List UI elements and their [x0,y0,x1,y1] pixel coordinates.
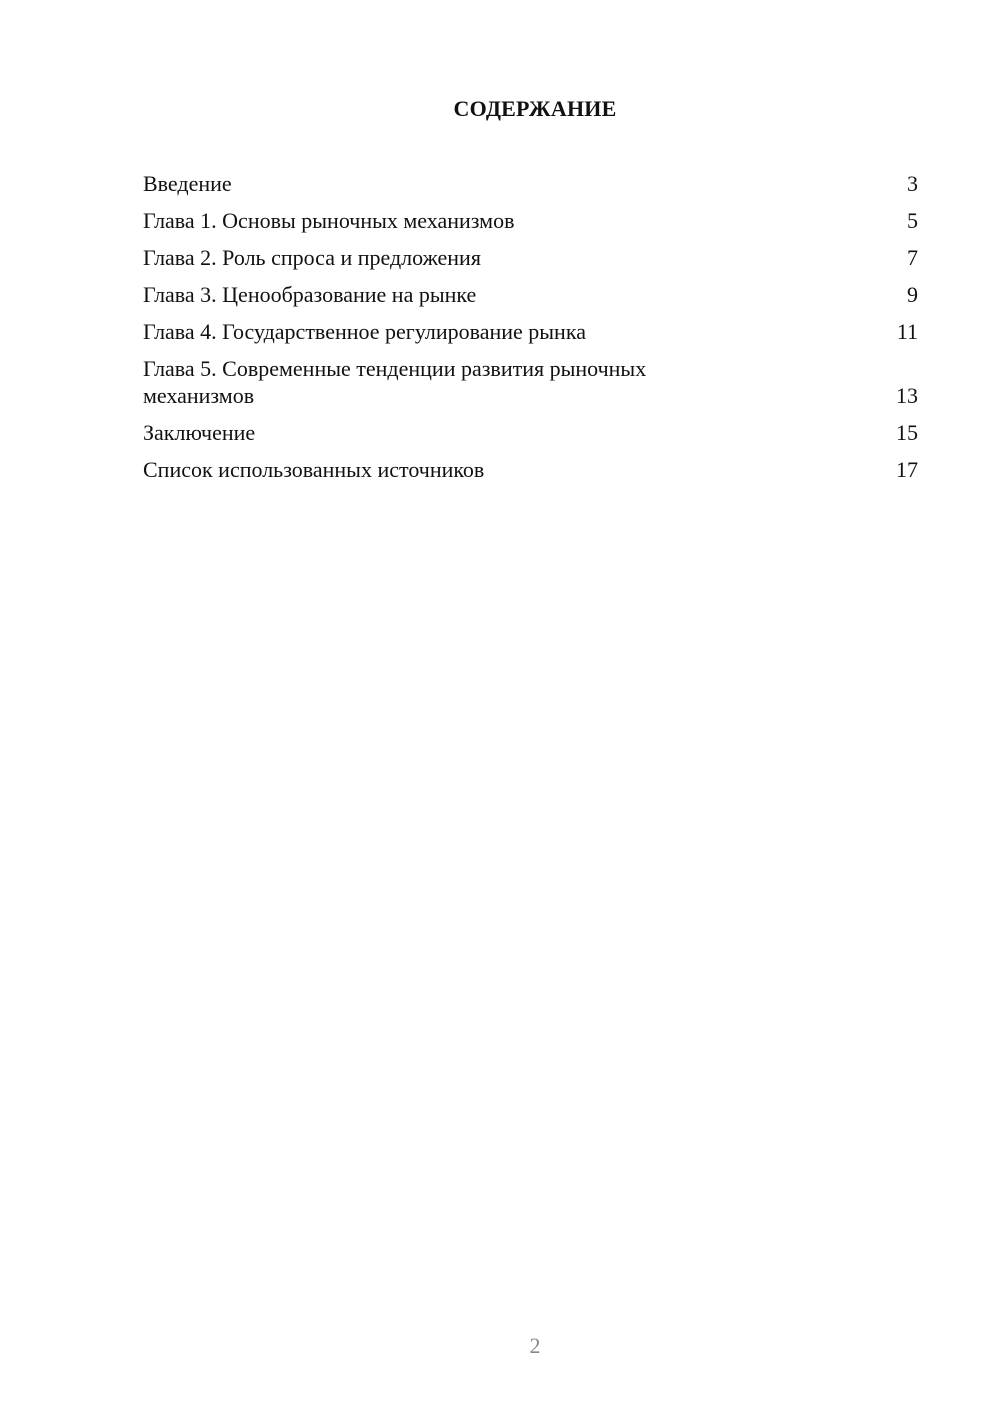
toc-entry-page: 17 [896,457,918,482]
toc-entry-page: 7 [907,245,918,270]
table-of-contents [143,170,918,493]
toc-entry-label: Глава 4. Государственное регулирование рынка [143,319,586,344]
toc-title: СОДЕРЖАНИЕ [453,96,617,121]
toc-entry-page: 11 [896,319,918,344]
toc-entry-chapter-3 [143,281,918,308]
toc-entry-label: Заключение [143,420,256,445]
toc-entry-label: Глава 2. Роль спроса и предложения [143,245,481,270]
page-number: 2 [529,1333,541,1358]
toc-entry-label: Глава 1. Основы рыночных механизмов [143,208,515,233]
toc-entry-page: 5 [907,208,918,233]
toc-entry-label: Глава 5. Современные тенденции развития рыночных механизмов [143,356,647,408]
toc-entry-page: 15 [896,420,918,445]
toc-entry-chapter-2 [143,244,918,271]
toc-entry-chapter-4 [143,318,918,345]
toc-entry-chapter-1 [143,207,918,234]
toc-entry-introduction [143,170,918,197]
toc-entry-page: 3 [907,171,918,196]
toc-entry-page: 13 [896,383,918,408]
toc-entry-label: Список использованных источников [143,457,485,482]
toc-entry-references [143,456,918,483]
toc-entry-label: Введение [143,171,232,196]
toc-entry-page: 9 [907,282,918,307]
toc-entry-chapter-5 [143,355,918,409]
toc-entry-conclusion [143,419,918,446]
toc-entry-label: Глава 3. Ценообразование на рынке [143,282,477,307]
